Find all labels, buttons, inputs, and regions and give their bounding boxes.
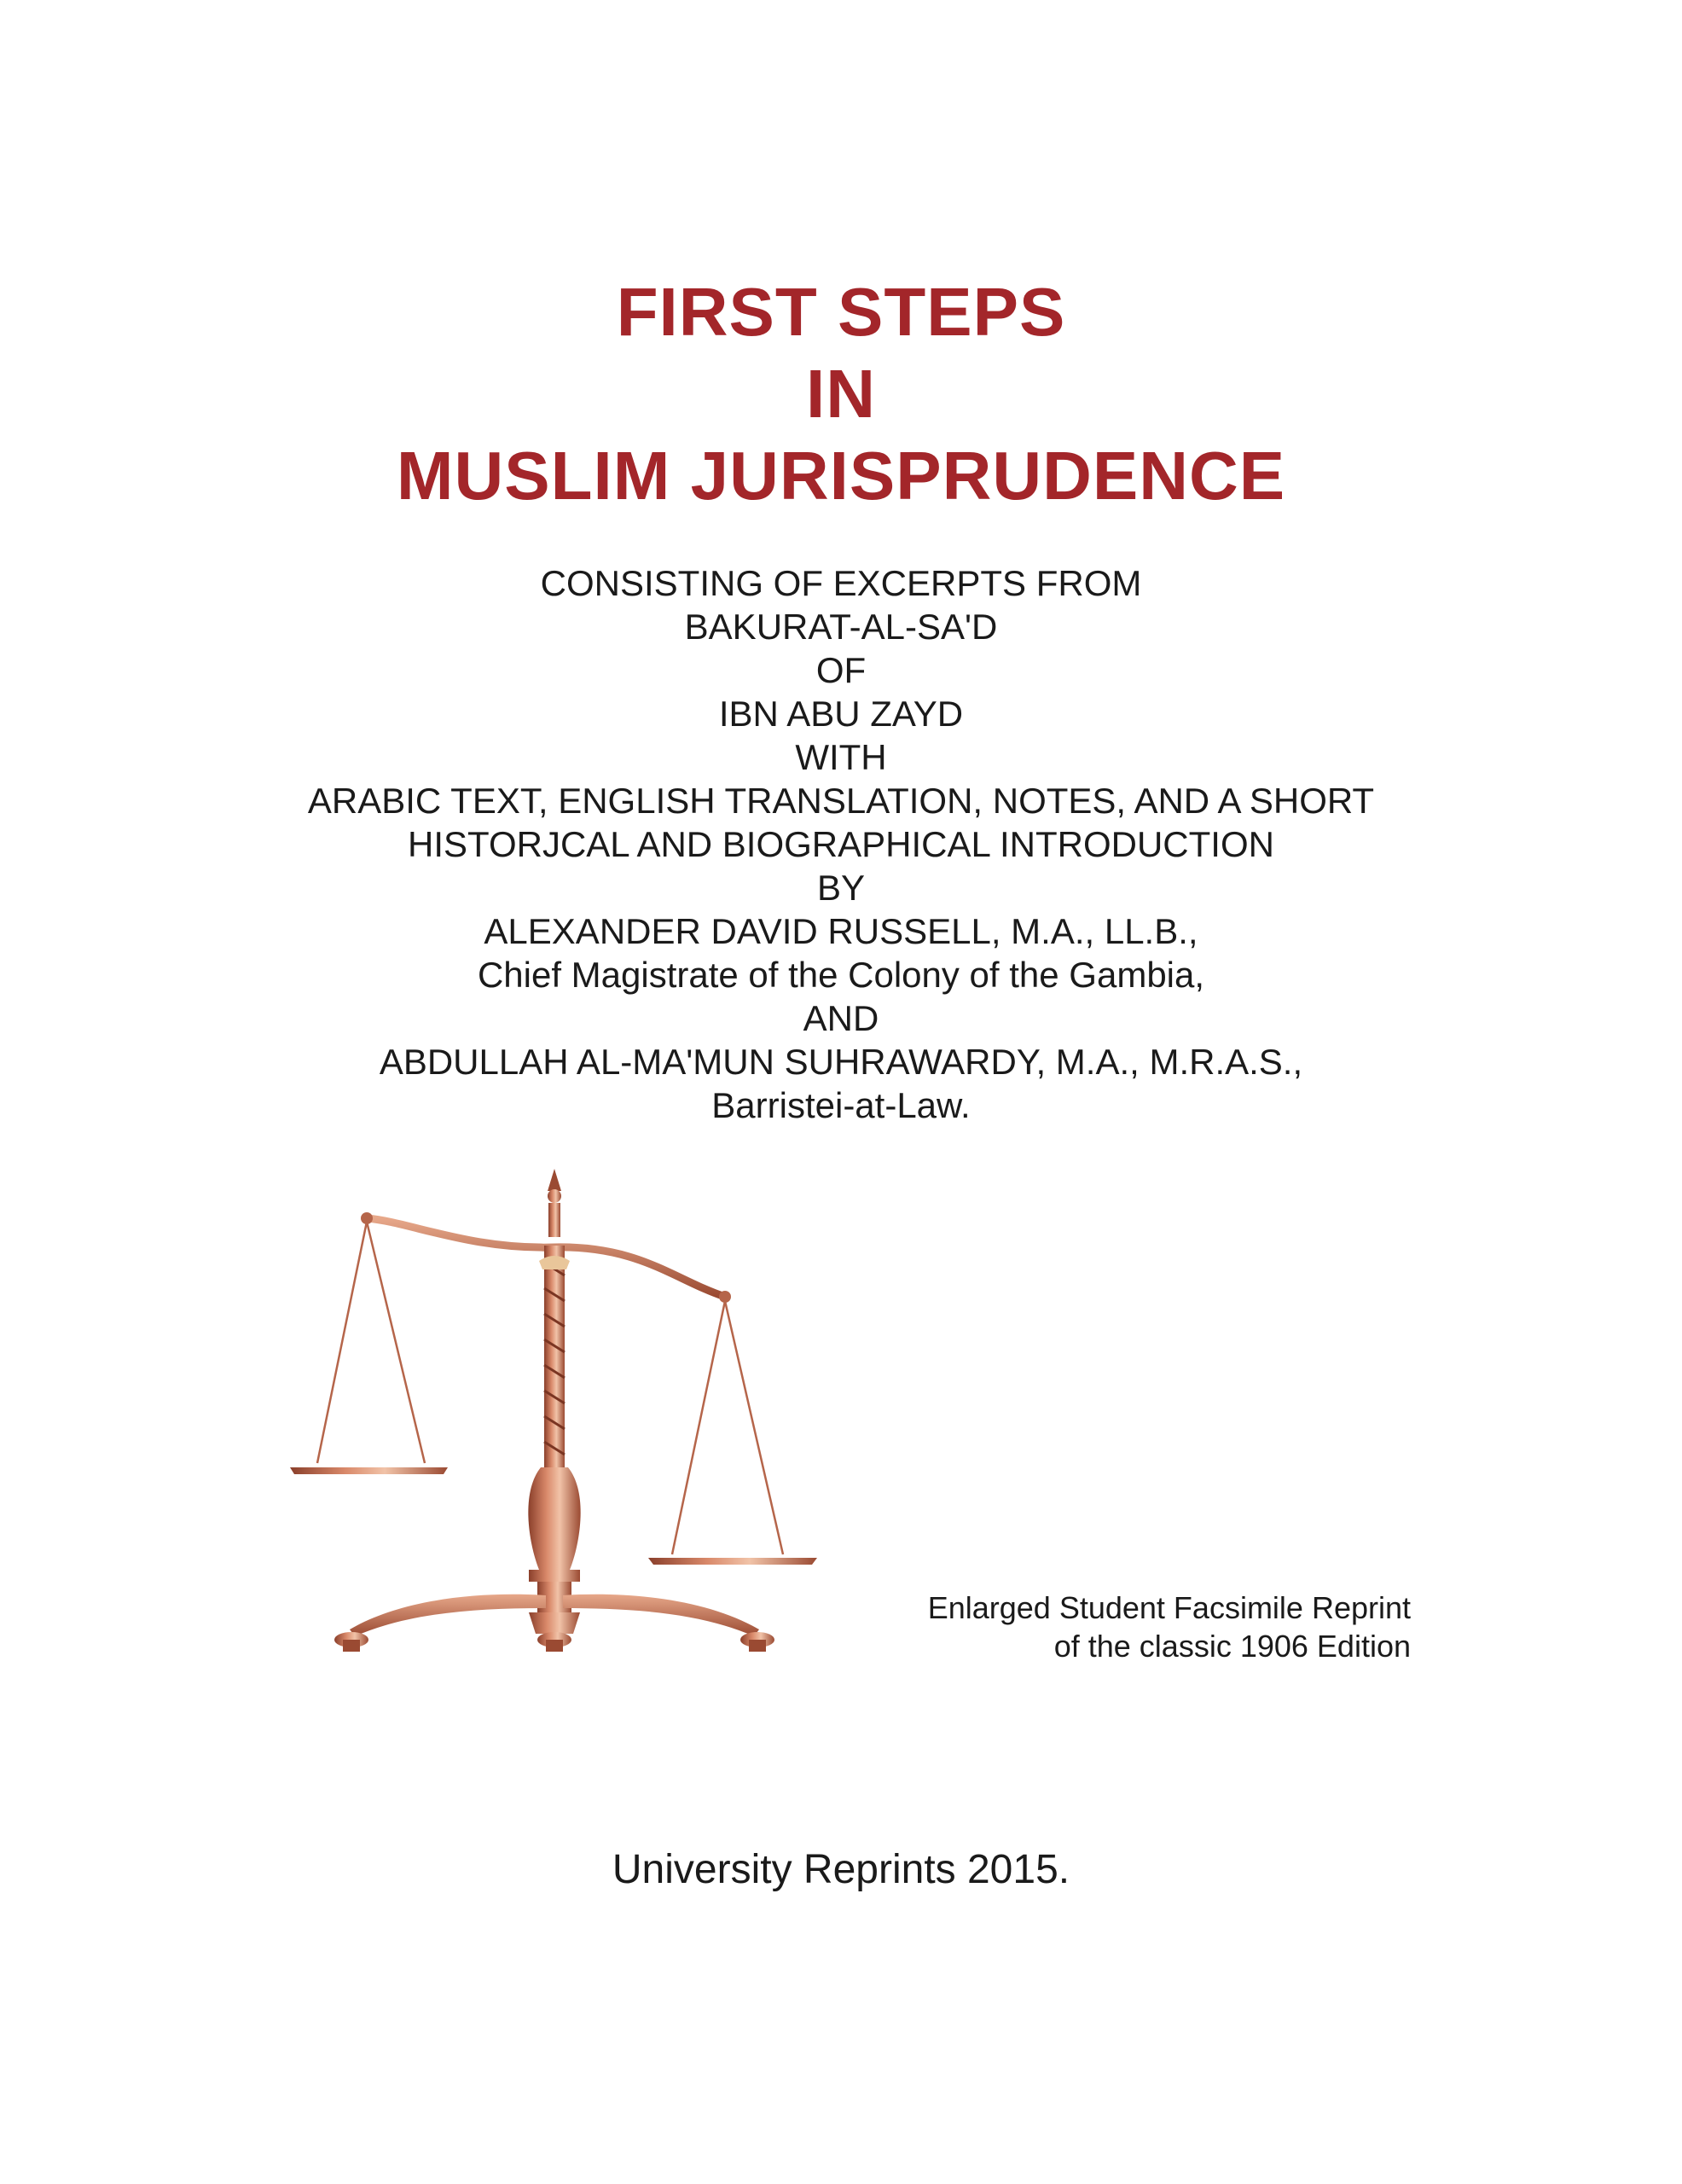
author-title-line: Chief Magistrate of the Colony of the Gambia,	[477, 955, 1205, 995]
description-line: IBN ABU ZAYD	[718, 694, 964, 734]
description-line: ARABIC TEXT, ENGLISH TRANSLATION, NOTES, AND A SHORT	[307, 781, 1375, 821]
description-line: WITH	[795, 737, 887, 777]
scales-of-justice-icon	[273, 1169, 819, 1655]
description-line: OF	[815, 650, 867, 690]
edition-note	[928, 1589, 1411, 1665]
edition-line: of the classic 1906 Edition	[1053, 1629, 1411, 1664]
description-line: AND	[803, 998, 879, 1038]
author-title-line: Barristei-at-Law.	[711, 1085, 971, 1125]
title-line: FIRST STEPS	[616, 274, 1066, 350]
author-line: ABDULLAH AL-MA'MUN SUHRAWARDY, M.A., M.R.A.S.,	[379, 1042, 1303, 1082]
publisher-imprint: University Reprints 2015.	[612, 1847, 1070, 1892]
description-line: BY	[816, 868, 866, 908]
description-line: HISTORJCAL AND BIOGRAPHICAL INTRODUCTION	[408, 824, 1274, 864]
book-description	[0, 561, 1682, 1127]
author-line: ALEXANDER DAVID RUSSELL, M.A., LL.B.,	[484, 911, 1198, 951]
title-line: MUSLIM JURISPRUDENCE	[396, 438, 1286, 514]
description-line: BAKURAT-AL-SA'D	[684, 607, 998, 647]
edition-line: Enlarged Student Facsimile Reprint	[927, 1590, 1411, 1625]
title-line: IN	[806, 356, 876, 432]
description-line: CONSISTING OF EXCERPTS FROM	[540, 563, 1142, 603]
book-title	[0, 271, 1682, 517]
